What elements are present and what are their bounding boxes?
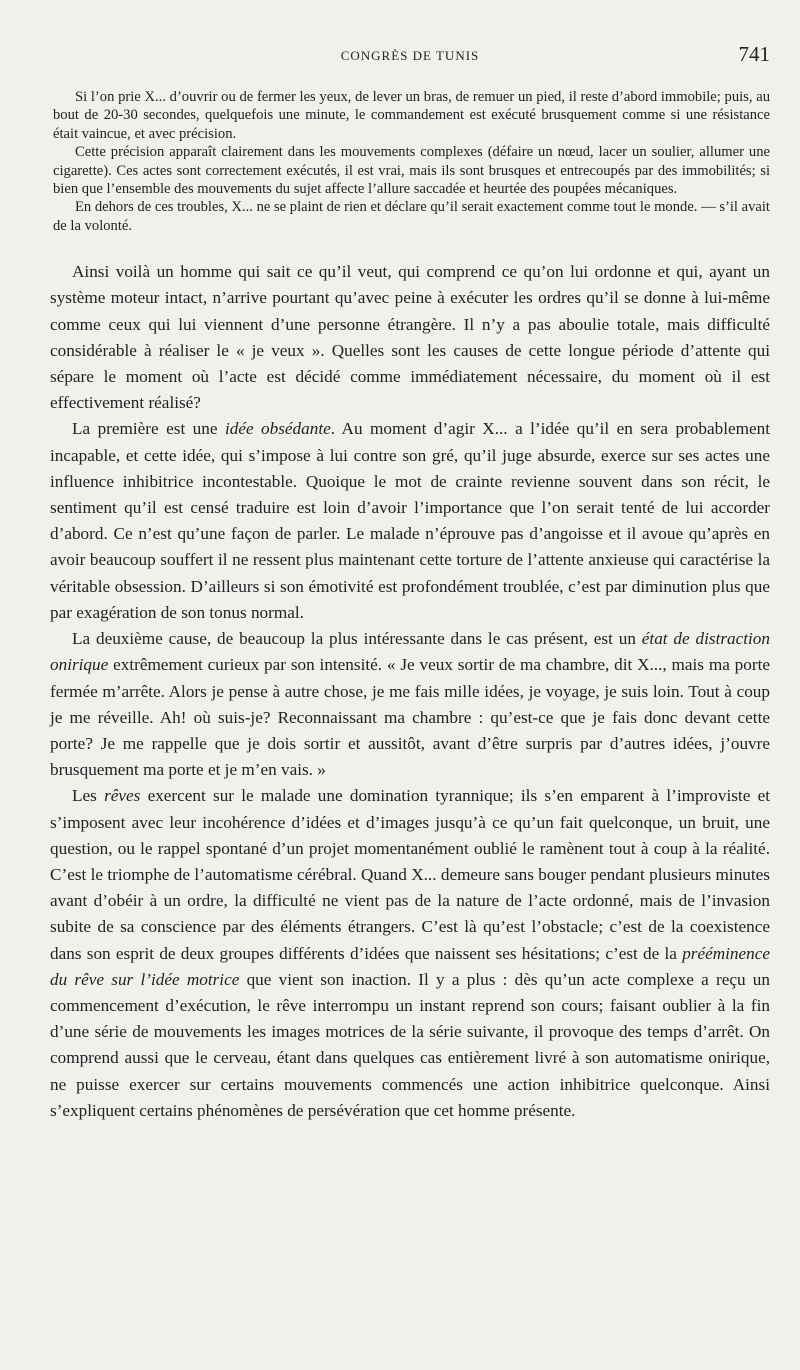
text-run: . Au moment d’agir X... a l’idée qu’il en sera probablement incapable, et cette idée, qui s’impose à lui contre son gré, qu’il juge absurde, exerce sur ses actes une influence inhibitrice incontestable. Quoique le mot de crainte revienne souvent dans son récit, le sentiment qu’il est censé traduire est loin d’avoir l’importance que l’on serait tenté de lui accorder d’abord. Ce n’est qu’une façon de parler. Le malade n’éprouve pas d’angoisse et il avoue qu’après en avoir beaucoup souffert il ne ressent plus maintenant cette torture de l’attente anxieuse qui caractérise la véritable obsession. D’ailleurs si son émotivité est profondément troublée, c’est par diminution plus que par exagération de son tonus normal. <box>50 419 770 622</box>
text-run: que vient son inaction. Il y a plus : dès qu’un acte complexe a reçu un commencement d’exécution, le rêve interrompu un instant reprend son cours; faisant oublier à la fin d’une série de mouvements les images motrices de la série suivante, il provoque des temps d’arrêt. On comprend aussi que le cerveau, étant dans quelques cas entièrement livré à son automatisme onirique, ne puisse exercer sur certains mouvements commencés une action inhibitrice quelconque. Ainsi s’expliquent certains phénomènes de persévération que cet homme présente. <box>50 969 770 1120</box>
case-observation-block <box>53 88 770 235</box>
page-number: 741 <box>738 42 770 66</box>
text-run: La première est une <box>72 419 225 439</box>
text-run: La deuxième cause, de beaucoup la plus intéressante dans le cas présent, est un <box>72 629 642 649</box>
italic-term: prééminence du rêve sur l’idée motrice <box>50 943 770 989</box>
body-paragraph-2 <box>50 416 770 626</box>
running-title: CONGRÈS DE TUNIS <box>340 48 480 63</box>
section-spacer <box>50 235 770 259</box>
italic-term: rêves <box>104 786 141 806</box>
observation-paragraph-2: Cette précision apparaît clairement dans les mouvements complexes (défaire un nœud, lacer un soulier, allumer une cigarette). Ces actes sont correctement exécutés, il est vrai, mais ils sont brusques et entrecoupés par des immobilités; si bien que l’ensemble des mouvements du sujet affecte l’allure saccadée et heurtée des poupées mécaniques. <box>53 144 770 198</box>
italic-term: idée obsédante <box>224 419 331 439</box>
text-run: Les <box>72 786 105 806</box>
text-run: extrêmement curieux par son intensité. « Je veux sortir de ma chambre, dit X..., mais ma porte fermée m’arrête. Alors je pense à autre chose, je me fais mille idées, je voyage, je suis loin. Tout à coup je me réveille. Ah! où suis-je? Reconnaissant ma chambre : qu’est-ce que je fais donc devant cette porte? Je me rappelle que je dois sortir et aussitôt, avant d’être surpris par d’autres idées, j’ouvre brusquement ma porte et je m’en vais. » <box>50 655 770 780</box>
body-paragraph-4 <box>50 783 770 1124</box>
page-header <box>50 42 770 72</box>
italic-term: état de distraction onirique <box>50 629 770 675</box>
text-run: exercent sur le malade une domination tyrannique; ils s’en emparent à l’improviste et s’imposent avec leur incohérence d’idées et d’images jusqu’à ce qu’un fait quelconque, un bruit, une question, ou le rappel spontané d’un projet momentanément oublié le ramènent tout à coup à la réalité. C’est le triomphe de l’automatisme cérébral. Quand X... demeure sans bouger pendant plusieurs minutes avant d’obéir à un ordre, la difficulté ne vient pas de la nature de l’acte ordonné, mais de l’invasion subite de sa conscience par des éléments étrangers. C’est là qu’est l’obstacle; c’est de la coexistence dans son esprit de deux groupes différents d’idées que naissent ses hésitations; c’est de la <box>50 786 770 963</box>
observation-paragraph-1: Si l’on prie X... d’ouvrir ou de fermer les yeux, de lever un bras, de remuer un pied, il reste d’abord immobile; puis, au bout de 20-30 secondes, quelquefois une minute, le commandement est exécuté brusquement comme si une résistance était vaincue, et avec précision. <box>53 89 770 142</box>
body-paragraph-1: Ainsi voilà un homme qui sait ce qu’il veut, qui comprend ce qu’on lui ordonne et qui, ayant un système moteur intact, n’arrive pourtant qu’avec peine à exécuter les ordres qu’il se donne à lui-même comme ceux qui lui viennent d’une personne étrangère. Il n’y a pas aboulie totale, mais difficulté considérable à réaliser le « je veux ». Quelles sont les causes de cette longue période d’attente qui sépare le moment où l’acte est décidé comme immédiatement nécessaire, du moment où il est effectivement réalisé? <box>50 262 770 413</box>
observation-paragraph-3: En dehors de ces troubles, X... ne se plaint de rien et déclare qu’il serait exactement comme tout le monde. — s’il avait de la volonté. <box>53 199 770 234</box>
main-text <box>50 259 770 1124</box>
body-paragraph-3 <box>50 626 770 783</box>
